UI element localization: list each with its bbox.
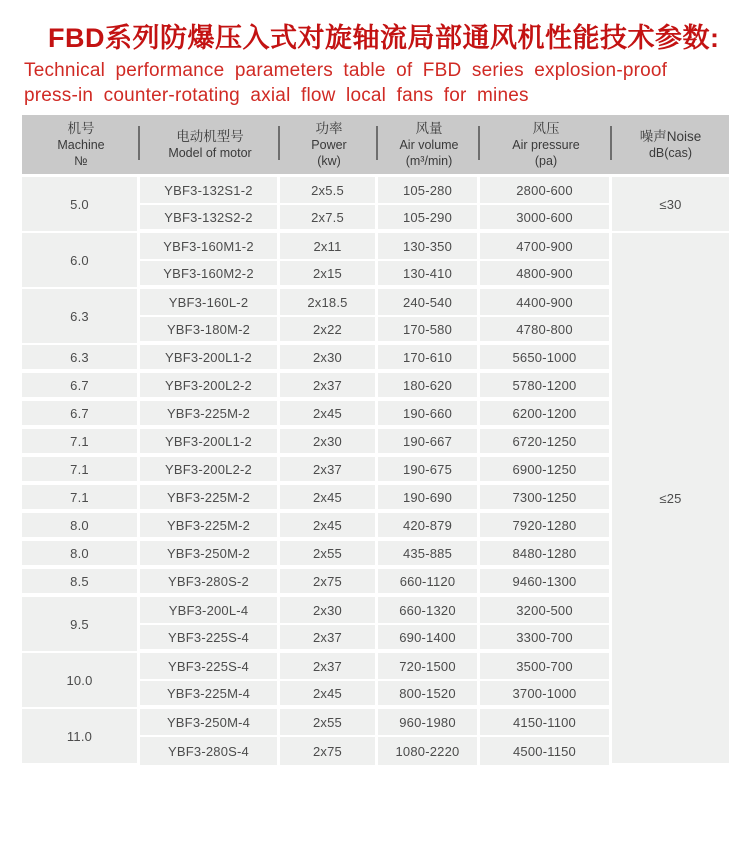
subtitle-line-2: press-in counter-rotating axial flow local fans for mines — [24, 85, 529, 106]
air-volume-cell: 180-620 — [378, 373, 480, 401]
power-cell: 2x75 — [280, 569, 378, 597]
header-volume-unit: (m³/min) — [405, 153, 453, 168]
power-cell: 2x30 — [280, 597, 378, 625]
table-body — [22, 177, 729, 765]
model-cell: YBF3-250M-4 — [140, 709, 280, 737]
machine-cell: 7.1 — [22, 457, 140, 485]
model-cell: YBF3-280S-2 — [140, 569, 280, 597]
header-power — [280, 115, 378, 177]
page — [0, 24, 750, 860]
power-cell: 2x30 — [280, 429, 378, 457]
header-row — [22, 115, 729, 177]
machine-cell: 8.0 — [22, 541, 140, 569]
model-cell: YBF3-160M1-2 — [140, 233, 280, 261]
page-title: FBD系列防爆压入式对旋轴流局部通风机性能技术参数: — [48, 23, 720, 53]
header-machine-no: № — [74, 153, 88, 168]
model-cell: YBF3-225M-2 — [140, 485, 280, 513]
air-pressure-cell: 5650-1000 — [480, 345, 612, 373]
power-cell: 2x37 — [280, 457, 378, 485]
model-cell: YBF3-132S1-2 — [140, 177, 280, 205]
model-cell: YBF3-225S-4 — [140, 625, 280, 653]
machine-cell: 6.0 — [22, 233, 140, 289]
noise-cell: ≤30 — [612, 177, 729, 233]
air-volume-cell: 800-1520 — [378, 681, 480, 709]
header-power-unit: (kw) — [317, 153, 341, 168]
machine-cell: 10.0 — [22, 653, 140, 709]
power-cell: 2x45 — [280, 485, 378, 513]
header-machine — [22, 115, 140, 177]
machine-cell: 8.5 — [22, 569, 140, 597]
model-cell: YBF3-160M2-2 — [140, 261, 280, 289]
machine-cell: 6.3 — [22, 289, 140, 345]
power-cell: 2x22 — [280, 317, 378, 345]
power-cell: 2x30 — [280, 345, 378, 373]
power-cell: 2x55 — [280, 709, 378, 737]
power-cell: 2x15 — [280, 261, 378, 289]
air-pressure-cell: 7300-1250 — [480, 485, 612, 513]
power-cell: 2x11 — [280, 233, 378, 261]
air-pressure-cell: 6900-1250 — [480, 457, 612, 485]
air-pressure-cell: 4150-1100 — [480, 709, 612, 737]
header-model — [140, 115, 280, 177]
air-volume-cell: 170-610 — [378, 345, 480, 373]
model-cell: YBF3-200L1-2 — [140, 345, 280, 373]
header-power-en: Power — [311, 137, 347, 152]
model-cell: YBF3-160L-2 — [140, 289, 280, 317]
model-cell: YBF3-225S-4 — [140, 653, 280, 681]
air-pressure-cell: 3200-500 — [480, 597, 612, 625]
air-volume-cell: 190-675 — [378, 457, 480, 485]
power-cell: 2x18.5 — [280, 289, 378, 317]
table-row — [22, 177, 729, 205]
power-cell: 2x45 — [280, 513, 378, 541]
air-volume-cell: 960-1980 — [378, 709, 480, 737]
power-cell: 2x7.5 — [280, 205, 378, 233]
air-pressure-cell: 3000-600 — [480, 205, 612, 233]
noise-cell: ≤25 — [612, 233, 729, 765]
machine-cell: 6.7 — [22, 373, 140, 401]
table-row — [22, 233, 729, 261]
header-power-zh: 功率 — [315, 120, 343, 136]
header-model-zh: 电动机型号 — [176, 128, 244, 144]
machine-cell: 6.3 — [22, 345, 140, 373]
model-cell: YBF3-250M-2 — [140, 541, 280, 569]
power-cell: 2x45 — [280, 401, 378, 429]
subtitle-line-1: Technical performance parameters table of FBD series explosion-proof — [24, 60, 668, 81]
table-header — [22, 115, 729, 177]
model-cell: YBF3-225M-2 — [140, 401, 280, 429]
air-pressure-cell: 4780-800 — [480, 317, 612, 345]
air-pressure-cell: 3300-700 — [480, 625, 612, 653]
header-pressure-zh: 风压 — [532, 120, 560, 136]
model-cell: YBF3-132S2-2 — [140, 205, 280, 233]
power-cell: 2x5.5 — [280, 177, 378, 205]
air-pressure-cell: 5780-1200 — [480, 373, 612, 401]
header-noise-zh: 噪声Noise — [639, 128, 702, 144]
air-volume-cell: 190-667 — [378, 429, 480, 457]
machine-cell: 5.0 — [22, 177, 140, 233]
air-volume-cell: 720-1500 — [378, 653, 480, 681]
air-volume-cell: 170-580 — [378, 317, 480, 345]
air-pressure-cell: 4400-900 — [480, 289, 612, 317]
air-pressure-cell: 7920-1280 — [480, 513, 612, 541]
model-cell: YBF3-200L2-2 — [140, 457, 280, 485]
air-volume-cell: 420-879 — [378, 513, 480, 541]
air-pressure-cell: 3500-700 — [480, 653, 612, 681]
header-model-en: Model of motor — [168, 145, 252, 160]
machine-cell: 9.5 — [22, 597, 140, 653]
machine-cell: 6.7 — [22, 401, 140, 429]
air-volume-cell: 435-885 — [378, 541, 480, 569]
spec-table — [22, 115, 729, 765]
air-pressure-cell: 4700-900 — [480, 233, 612, 261]
power-cell: 2x37 — [280, 625, 378, 653]
header-volume-en: Air volume — [399, 137, 459, 152]
air-pressure-cell: 4800-900 — [480, 261, 612, 289]
model-cell: YBF3-200L2-2 — [140, 373, 280, 401]
air-volume-cell: 190-660 — [378, 401, 480, 429]
power-cell: 2x37 — [280, 653, 378, 681]
model-cell: YBF3-200L1-2 — [140, 429, 280, 457]
header-noise-unit: dB(cas) — [648, 145, 693, 160]
air-volume-cell: 105-290 — [378, 205, 480, 233]
page-subtitle — [24, 58, 750, 108]
model-cell: YBF3-280S-4 — [140, 737, 280, 765]
air-pressure-cell: 4500-1150 — [480, 737, 612, 765]
model-cell: YBF3-225M-2 — [140, 513, 280, 541]
header-air-volume — [378, 115, 480, 177]
model-cell: YBF3-200L-4 — [140, 597, 280, 625]
machine-cell: 7.1 — [22, 429, 140, 457]
air-volume-cell: 240-540 — [378, 289, 480, 317]
header-air-pressure — [480, 115, 612, 177]
machine-cell: 8.0 — [22, 513, 140, 541]
air-pressure-cell: 6200-1200 — [480, 401, 612, 429]
header-volume-zh: 风量 — [415, 120, 443, 136]
air-pressure-cell: 6720-1250 — [480, 429, 612, 457]
air-pressure-cell: 9460-1300 — [480, 569, 612, 597]
air-pressure-cell: 3700-1000 — [480, 681, 612, 709]
header-machine-en: Machine — [57, 137, 105, 152]
air-volume-cell: 660-1120 — [378, 569, 480, 597]
air-pressure-cell: 2800-600 — [480, 177, 612, 205]
power-cell: 2x75 — [280, 737, 378, 765]
air-volume-cell: 1080-2220 — [378, 737, 480, 765]
power-cell: 2x37 — [280, 373, 378, 401]
air-volume-cell: 130-410 — [378, 261, 480, 289]
power-cell: 2x55 — [280, 541, 378, 569]
header-machine-zh: 机号 — [67, 120, 95, 136]
air-volume-cell: 660-1320 — [378, 597, 480, 625]
air-volume-cell: 190-690 — [378, 485, 480, 513]
power-cell: 2x45 — [280, 681, 378, 709]
header-pressure-unit: (pa) — [534, 153, 558, 168]
air-volume-cell: 690-1400 — [378, 625, 480, 653]
model-cell: YBF3-225M-4 — [140, 681, 280, 709]
header-pressure-en: Air pressure — [512, 137, 580, 152]
model-cell: YBF3-180M-2 — [140, 317, 280, 345]
air-volume-cell: 105-280 — [378, 177, 480, 205]
machine-cell: 7.1 — [22, 485, 140, 513]
header-noise — [612, 115, 729, 177]
air-volume-cell: 130-350 — [378, 233, 480, 261]
machine-cell: 11.0 — [22, 709, 140, 765]
air-pressure-cell: 8480-1280 — [480, 541, 612, 569]
